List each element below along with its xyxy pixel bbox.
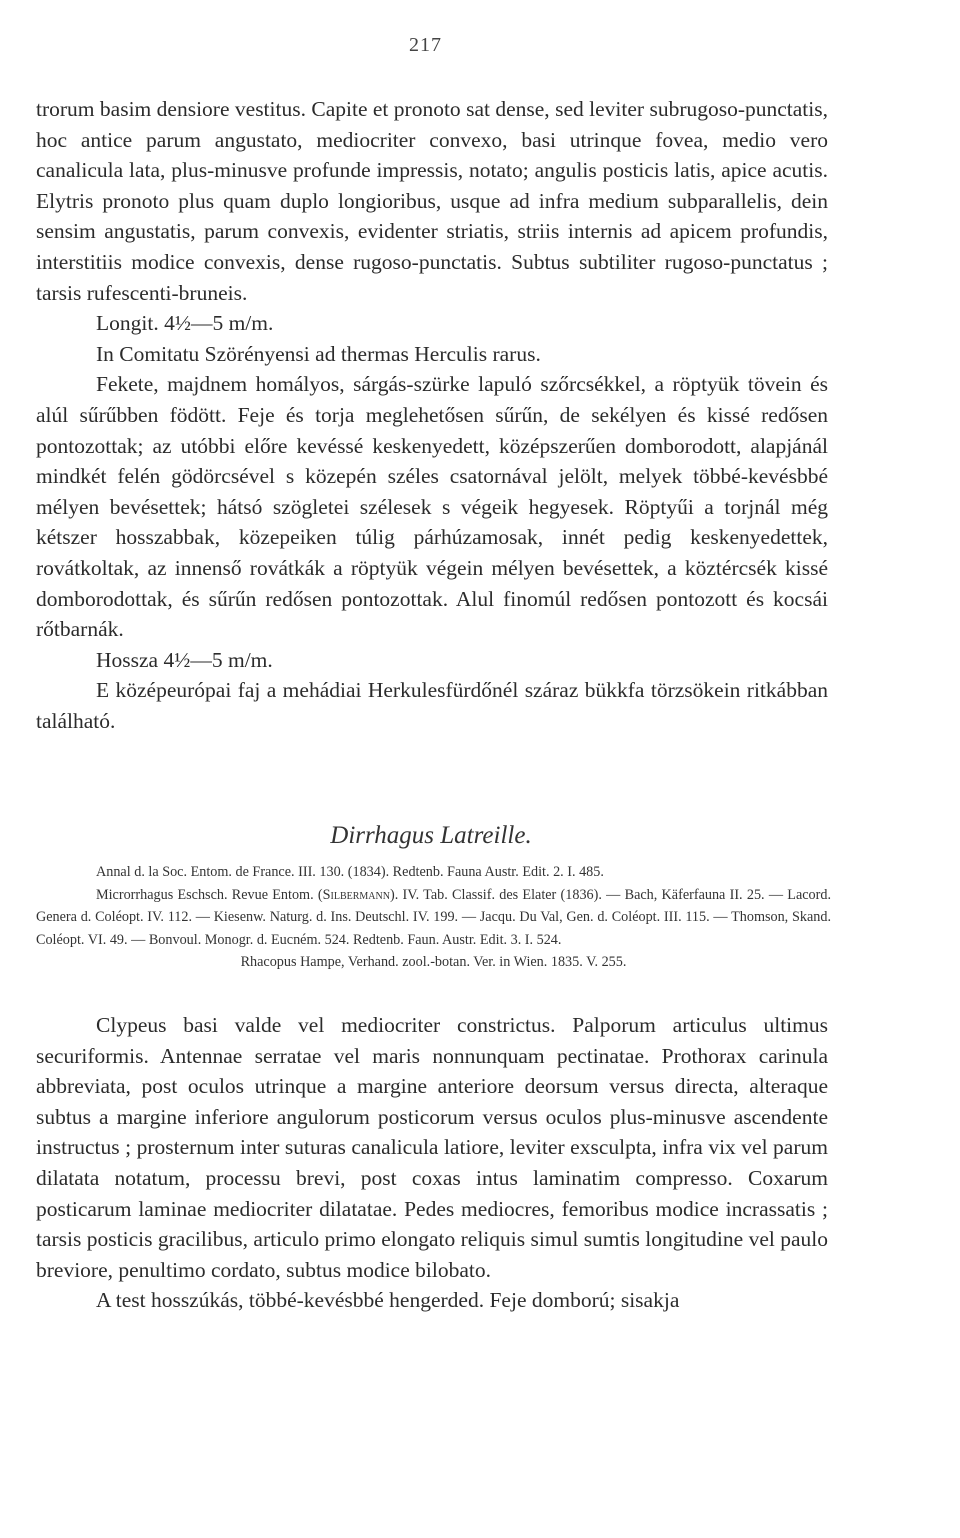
genus-title: Dirrhagus Latreille. — [330, 822, 532, 849]
species-description-block — [36, 94, 828, 736]
hungarian-description: Fekete, majdnem homályos, sárgás-szürke lapuló szőrcsékkel, a röptyük tövein és alúl sűrűbben födött. Feje és torja meglehetősen sűrűn, de sekélyen és kissé redősen pontozottak; az utóbbi előre kevéssé keskenyedett, középszerűen domborodott, alapjánál mindkét felén gödörcsével s közepén széles csatornával jelölt, melyek többé-kevésbbé mélyen bevésettek; hátsó szögletei szélesek s végeik hegyesek. Röptyűi a torjnál még kétszer hosszabbak, közepeiken túlig párhúzamosak, innét pedig keskenyedettek, rovátkoltak, az innenső rovátkák a röptyük végein mélyen bevésettek, a köztércsék kissé domborodottak, és sűrűn redősen pontozottak. Alul finomúl redősen pontozott és kocsái rőtbarnák. — [36, 372, 828, 642]
references-block — [36, 861, 831, 974]
latin-length: Longit. 4½—5 m/m. — [96, 311, 274, 336]
genus-hungarian-description: A test hosszúkás, többé-kevésbbé hengerded. Feje domború; sisakja — [96, 1288, 680, 1313]
page-number: 217 — [409, 34, 442, 56]
genus-latin-description: Clypeus basi valde vel mediocriter constrictus. Palporum articulus ultimus securiformis. Antennae serratae vel maris nonnunquam pectinatae. Prothorax carinula abbreviata, post oculos utrinque a margine anteriore deorsum versus directa, alteraque subtus a margine inferiore angulorum posticorum versus oculos plus-minusve ascendente instructus ; prosternum inter suturas canalicula latiore, leviter exsculpta, infra vix vel parum dilatata notatum, processu brevi, post coxas intus laminatim compresso. Coxarum posticarum laminae mediocriter dilatatae. Pedes mediocres, femoribus modice incrassatis ; tarsis posticis gracilibus, articulo primo elongato reliquis simul sumtis longitudine vel paulo breviore, penultimo cordato, subtus modice bilobato. — [36, 1013, 828, 1282]
hungarian-length: Hossza 4½—5 m/m. — [96, 647, 273, 672]
reference-line: Annal d. la Soc. Entom. de France. III. 130. (1834). Redtenb. Fauna Austr. Edit. 2. I. 485. — [96, 864, 604, 880]
hungarian-locality: E középeurópai faj a mehádiai Herkulesfürdőnél száraz bükkfa törzsökein ritkábban található. — [36, 678, 828, 733]
latin-description: trorum basim densiore vestitus. Capite et pronoto sat dense, sed leviter subrugoso-punctatis, hoc antice parum angustato, mediocriter convexo, basi utrinque fovea, medio vero canalicula lata, plus-minusve profunde impressis, notato; angulis posticis latis, apice acutis. Elytris pronoto plus quam duplo longioribus, usque ad infra medium subparallelis, dein sensim angustatis, parum convexis, evidenter striatis, striis internis ad apicem profundis, interstitiis modice convexis, dense rugoso-punctatis. Subtus subtiliter rugoso-punctatus ; tarsis rufescenti-bruneis. — [36, 97, 828, 305]
latin-locality: In Comitatu Szörényensi ad thermas Herculis rarus. — [96, 341, 541, 366]
genus-description-block — [36, 1010, 828, 1316]
reference-line: Microrrhagus Eschsch. Revue Entom. (Silbermann). IV. Tab. Classif. des Elater (1836). — Bach, Käferfauna II. 25. — Lacord. Genera d. Coléopt. IV. 112. — Kiesenw. Naturg. d. Ins. Deutschl. IV. 199. — Jacqu. Du Val, Gen. d. Coléopt. III. 115. — Thomson, Skand. Coléopt. VI. 49. — Bonvoul. Monogr. d. Eucném. 524. Redtenb. Faun. Austr. Edit. 3. I. 524. — [36, 886, 831, 948]
reference-line: Rhacopus Hampe, Verhand. zool.-botan. Ver. in Wien. 1835. V. 255. — [240, 954, 627, 971]
